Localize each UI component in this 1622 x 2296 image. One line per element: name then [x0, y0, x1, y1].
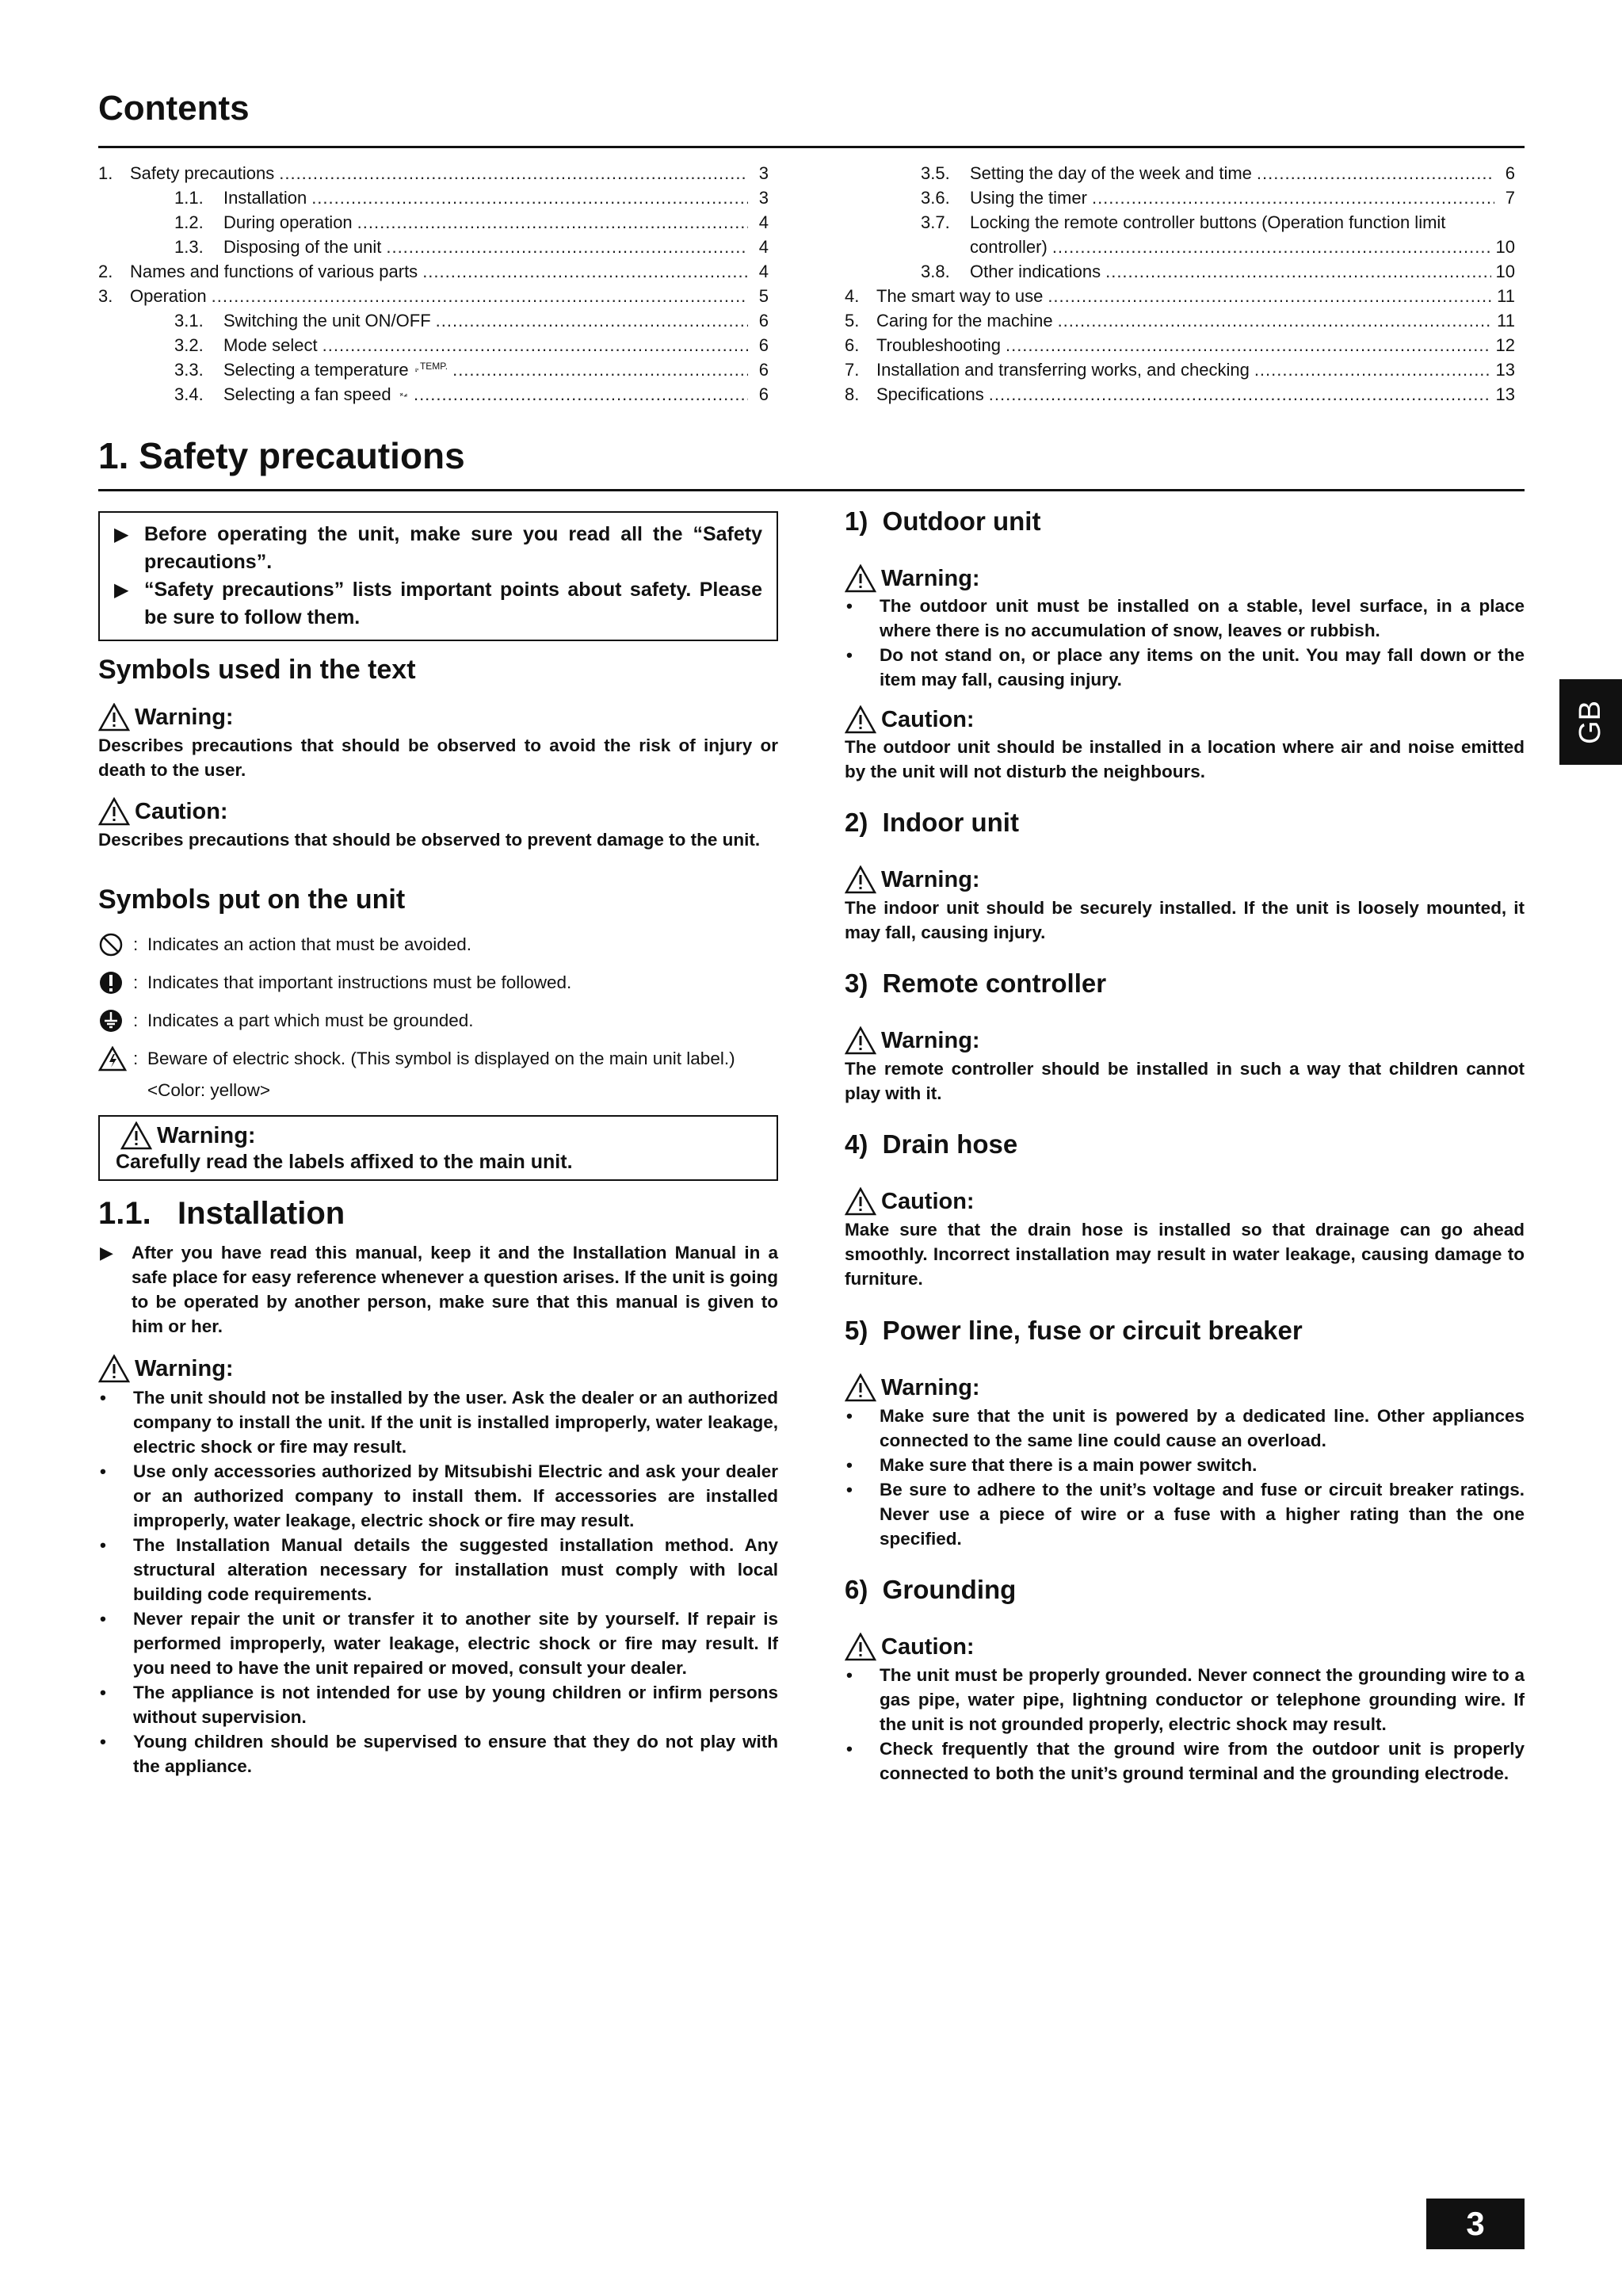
- list-item: • The appliance is not intended for use by young children or infirm persons without supervision.: [100, 1683, 778, 1727]
- triangle-bullet-icon: ▶: [114, 579, 129, 601]
- symbol-row: : Indicates that important instructions must be followed.: [98, 970, 778, 995]
- indoor-warning-text: The indoor unit should be securely installed. If the unit is loosely mounted, it may fall, causing injury.: [845, 898, 1525, 942]
- toc-entry: [845, 333, 1515, 357]
- indoor-unit-title: 2) Indoor unit: [845, 808, 1019, 837]
- toc-page: 13: [1495, 360, 1515, 380]
- toc-leader: [422, 259, 748, 284]
- toc-leader: [436, 308, 748, 333]
- symbols-unit-heading: Symbols put on the unit: [98, 884, 406, 915]
- temp-suffix: TEMP.: [419, 361, 448, 372]
- symbols-text-heading: Symbols used in the text: [98, 655, 416, 685]
- grounding-caution-list: [845, 1663, 1525, 1786]
- toc-leader: [311, 185, 748, 210]
- toc-entry: [98, 161, 769, 185]
- symbol-row: : Indicates an action that must be avoided.: [98, 932, 778, 957]
- list-item: • The Installation Manual details the suggested installation method. Any structural alteration necessary for installation must comply with local building code requirements.: [100, 1535, 778, 1604]
- toc-page: 6: [758, 311, 769, 330]
- toc-entry: [845, 235, 1515, 259]
- list-item: • Be sure to adhere to the unit’s voltage and fuse or circuit breaker ratings. Never use a piece of wire or a fuse with a higher rating than the one specified.: [846, 1480, 1525, 1549]
- symbol-note: <Color: yellow>: [147, 1080, 271, 1100]
- toc-entry: [845, 185, 1515, 210]
- toc-number: 1.2.: [174, 212, 204, 232]
- installation-title: 1.1. Installation: [98, 1196, 345, 1231]
- toc-leader: [989, 382, 1491, 407]
- list-item: • Young children should be supervised to ensure that they do not play with the appliance.: [100, 1732, 778, 1776]
- drain-hose-title: 4) Drain hose: [845, 1129, 1018, 1159]
- toc-label: Locking the remote controller buttons (Operation function limit: [970, 212, 1446, 232]
- warning-triangle-icon: [845, 1026, 876, 1055]
- toc-entry: [845, 308, 1515, 333]
- toc-entry: [845, 382, 1515, 407]
- toc-entry: [98, 210, 769, 235]
- language-tab-label: GB: [1574, 700, 1607, 744]
- power-warning-heading: Warning:: [845, 1373, 1525, 1402]
- prohibited-icon: [98, 932, 133, 957]
- caution-triangle-icon: [845, 1633, 876, 1661]
- language-tab: [1559, 679, 1622, 765]
- installation-warning-heading: Warning:: [98, 1354, 778, 1383]
- warning-triangle-icon: [98, 1354, 130, 1383]
- warning-triangle-icon: [98, 703, 130, 732]
- toc-page: 3: [758, 188, 769, 208]
- warning-triangle-icon: [845, 865, 876, 894]
- toc-label: Using the timer: [970, 188, 1087, 208]
- list-item: • The unit must be properly grounded. Never connect the grounding wire to a gas pipe, water pipe, lightning conductor or telephone grounding wire. If the unit is not grounded properly, electric shock may result.: [846, 1665, 1525, 1734]
- toc-leader: [322, 333, 748, 357]
- toc-page: 4: [758, 237, 769, 257]
- toc-number: 1.: [98, 163, 113, 183]
- toc-leader: [414, 382, 748, 407]
- toc-entry: [98, 185, 769, 210]
- labels-warning-box: [98, 1115, 778, 1181]
- page-number: 3: [1426, 2199, 1525, 2249]
- toc-number: 1.1.: [174, 188, 204, 208]
- toc-leader: [1092, 185, 1494, 210]
- toc-label: Specifications: [876, 384, 984, 404]
- toc-entry: [845, 161, 1515, 185]
- toc-number: 3.3.: [174, 360, 204, 380]
- toc-leader: [1254, 357, 1491, 382]
- toc-number: 3.: [98, 286, 113, 306]
- list-item: • Check frequently that the ground wire from the outdoor unit is properly connected to both the unit’s ground terminal and the grounding electrode.: [846, 1739, 1525, 1783]
- drain-caution-heading: Caution:: [845, 1187, 1525, 1216]
- toc-page: 7: [1505, 188, 1515, 208]
- toc-label: Installation and transferring works, and checking: [876, 360, 1250, 380]
- intro-item: ▶ “Safety precautions” lists important points about safety. Please be sure to follow them.: [114, 576, 762, 632]
- toc-leader: [212, 284, 748, 308]
- toc-number: 3.8.: [921, 262, 950, 281]
- toc-entry: [98, 284, 769, 308]
- toc-page: 10: [1495, 262, 1515, 281]
- toc-page: 3: [758, 163, 769, 183]
- caution-triangle-icon: [98, 797, 130, 826]
- list-item: • Make sure that there is a main power switch.: [846, 1455, 1258, 1475]
- remote-controller-title: 3) Remote controller: [845, 968, 1107, 998]
- power-warning-list: [845, 1404, 1525, 1551]
- toc-number: 3.1.: [174, 311, 204, 330]
- outdoor-warning-heading: Warning:: [845, 564, 1525, 593]
- exclamation-icon: [98, 970, 133, 995]
- toc-leader: [1006, 333, 1491, 357]
- toc-number: 3.6.: [921, 188, 950, 208]
- toc-entry: [845, 284, 1515, 308]
- toc-entry: [845, 259, 1515, 284]
- toc-leader: [357, 210, 748, 235]
- section-rule: [98, 489, 1525, 491]
- toc-number: 3.7.: [921, 212, 950, 232]
- intro-box: [98, 511, 778, 641]
- toc-label: Selecting a fan speed: [223, 384, 391, 404]
- toc-page: 10: [1495, 237, 1515, 257]
- intro-item: ▶ Before operating the unit, make sure you read all the “Safety precautions”.: [114, 521, 762, 576]
- list-item: • Do not stand on, or place any items on the unit. You may fall down or the item may fall, causing injury.: [846, 645, 1525, 690]
- toc-leader: [386, 235, 748, 259]
- toc-number: 1.3.: [174, 237, 204, 257]
- toc-page: 6: [1505, 163, 1515, 183]
- list-item: • The unit should not be installed by the user. Ask the dealer or an authorized company to install the unit. If the unit is installed improperly, water leakage, electric shock or fire may result.: [100, 1388, 778, 1457]
- grounding-title: 6) Grounding: [845, 1575, 1017, 1604]
- electric-shock-icon: [98, 1046, 133, 1072]
- toc-number: 8.: [845, 384, 860, 404]
- toc-leader: [1052, 235, 1491, 259]
- toc-entry: [845, 210, 1515, 235]
- toc-entry: [98, 259, 769, 284]
- toc-label: Setting the day of the week and time: [970, 163, 1252, 183]
- toc-number: 4.: [845, 286, 860, 306]
- power-line-title: 5) Power line, fuse or circuit breaker: [845, 1316, 1303, 1345]
- toc-right-column: [845, 161, 1515, 407]
- caution-heading: Caution:: [98, 797, 778, 826]
- fan-speed-icon: [399, 384, 407, 405]
- labels-warning-text: Carefully read the labels affixed to the main unit.: [116, 1151, 573, 1173]
- toc-page: 12: [1495, 335, 1515, 355]
- toc-entry: [845, 357, 1515, 382]
- toc-label: Mode select: [223, 335, 318, 355]
- temperature-icon: [415, 360, 418, 380]
- toc-page: 11: [1497, 311, 1515, 330]
- toc-leader: [279, 161, 748, 185]
- toc-page: 4: [758, 262, 769, 281]
- toc-page: 11: [1497, 286, 1515, 306]
- outdoor-caution-heading: Caution:: [845, 705, 1525, 734]
- drain-caution-text: Make sure that the drain hose is installed so that drainage can go ahead smoothly. Incorrect installation may result in water leakage, causing damage to furniture.: [845, 1220, 1525, 1289]
- warning-triangle-icon: [845, 564, 876, 593]
- toc-leader: [452, 357, 748, 382]
- triangle-bullet-icon: ▶: [100, 1243, 113, 1263]
- remote-warning-heading: Warning:: [845, 1026, 1525, 1055]
- toc-page: 6: [758, 335, 769, 355]
- toc-entry: [98, 235, 769, 259]
- toc-number: 3.2.: [174, 335, 204, 355]
- indoor-warning-heading: Warning:: [845, 865, 1525, 894]
- toc-label: Safety precautions: [130, 163, 275, 183]
- toc-leader: [1105, 259, 1490, 284]
- toc-label: Installation: [223, 188, 307, 208]
- outdoor-warning-list: [845, 594, 1525, 692]
- installation-warning-list: [98, 1385, 778, 1778]
- list-item: • Never repair the unit or transfer it to another site by yourself. If repair is performed improperly, water leakage, electric shock or fire may result. If you need to have the unit repaired or moved, consult your dealer.: [100, 1609, 778, 1678]
- toc-entry: [98, 382, 769, 407]
- warning-description: Describes precautions that should be observed to avoid the risk of injury or death to the user.: [98, 735, 778, 780]
- contents-title: Contents: [98, 89, 250, 128]
- toc-label: Names and functions of various parts: [130, 262, 418, 281]
- symbol-row: : Beware of electric shock. (This symbol is displayed on the main unit label.) <Color: yellow>: [98, 1046, 778, 1103]
- toc-page: 6: [758, 360, 769, 380]
- toc-number: 3.4.: [174, 384, 204, 404]
- ground-icon: [98, 1008, 133, 1033]
- remote-warning-text: The remote controller should be installed in such a way that children cannot play with it.: [845, 1059, 1525, 1103]
- toc-label: Switching the unit ON/OFF: [223, 311, 431, 330]
- toc-number: 7.: [845, 360, 860, 380]
- warning-triangle-icon: [120, 1121, 152, 1150]
- toc-label: Troubleshooting: [876, 335, 1001, 355]
- toc-left-column: [98, 161, 769, 407]
- outdoor-caution-text: The outdoor unit should be installed in a location where air and noise emitted by the unit will not disturb the neighbours.: [845, 737, 1525, 781]
- caution-triangle-icon: [845, 1187, 876, 1216]
- toc-page: 13: [1495, 384, 1515, 404]
- toc-page: 6: [758, 384, 769, 404]
- symbol-row: : Indicates a part which must be grounded.: [98, 1008, 778, 1033]
- list-item: • Use only accessories authorized by Mitsubishi Electric and ask your dealer or an authorized company to install them. If accessories are installed improperly, water leakage, electric shock or fire may result.: [100, 1461, 778, 1530]
- labels-warning-heading: Warning:: [120, 1121, 761, 1150]
- toc-label: During operation: [223, 212, 353, 232]
- toc-label: Other indications: [970, 262, 1101, 281]
- toc-page: 5: [758, 286, 769, 306]
- warning-triangle-icon: [845, 1373, 876, 1402]
- toc-number: 2.: [98, 262, 113, 281]
- toc-entry: [98, 308, 769, 333]
- symbol-text: Beware of electric shock. (This symbol is displayed on the main unit label.): [147, 1049, 735, 1068]
- toc-number: 5.: [845, 311, 860, 330]
- triangle-bullet-icon: ▶: [114, 524, 129, 545]
- toc-label: Operation: [130, 286, 207, 306]
- caution-description: Describes precautions that should be observed to prevent damage to the unit.: [98, 830, 761, 850]
- list-item: • Make sure that the unit is powered by a dedicated line. Other appliances connected to the same line could cause an overload.: [846, 1406, 1525, 1450]
- toc-page: 4: [758, 212, 769, 232]
- toc-entry: [98, 357, 769, 382]
- outdoor-unit-title: 1) Outdoor unit: [845, 506, 1041, 536]
- caution-triangle-icon: [845, 705, 876, 734]
- toc-label: controller): [970, 237, 1048, 257]
- contents-rule: [98, 146, 1525, 148]
- toc-number: 6.: [845, 335, 860, 355]
- toc-leader: [1257, 161, 1494, 185]
- toc-label: Selecting a temperature: [223, 360, 409, 380]
- toc-leader: [1048, 284, 1492, 308]
- installation-intro: ▶ After you have read this manual, keep it and the Installation Manual in a safe place for easy reference whenever a question arises. If the unit is going to be operated by another person, make sure that this manual is given to him or her.: [98, 1240, 778, 1339]
- toc-leader: [1058, 308, 1493, 333]
- toc-label: The smart way to use: [876, 286, 1044, 306]
- section-title-safety: 1. Safety precautions: [98, 435, 465, 476]
- toc-number: 3.5.: [921, 163, 950, 183]
- grounding-caution-heading: Caution:: [845, 1633, 1525, 1661]
- warning-heading: Warning:: [98, 703, 778, 732]
- toc-label: Caring for the machine: [876, 311, 1053, 330]
- toc-label: Disposing of the unit: [223, 237, 382, 257]
- list-item: • The outdoor unit must be installed on a stable, level surface, in a place where there is no accumulation of snow, leaves or rubbish.: [846, 596, 1525, 640]
- symbols-unit-list: [98, 932, 778, 1103]
